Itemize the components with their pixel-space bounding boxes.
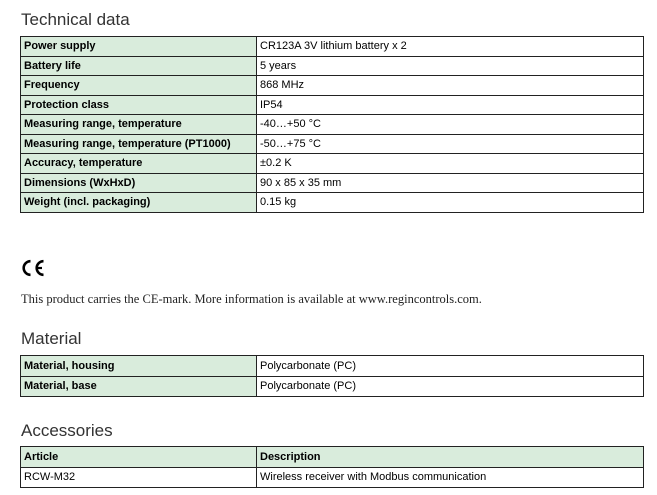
spec-value: IP54 — [257, 95, 644, 115]
spec-value: -40…+50 °C — [257, 115, 644, 135]
table-row — [21, 193, 644, 213]
description-cell: Wireless receiver with Modbus communication — [257, 467, 644, 488]
spec-value: Polycarbonate (PC) — [257, 376, 644, 397]
table-row — [21, 115, 644, 135]
spec-label: Power supply — [21, 37, 257, 57]
ce-mark-icon — [20, 258, 46, 278]
table-row — [21, 95, 644, 115]
spec-value: ±0.2 K — [257, 154, 644, 174]
accessories-table — [20, 446, 644, 488]
table-row — [21, 37, 644, 57]
table-row — [21, 56, 644, 76]
technical-data-table — [20, 36, 644, 213]
spec-label: Accuracy, temperature — [21, 154, 257, 174]
article-cell: RCW-M32 — [21, 467, 257, 488]
material-heading: Material — [21, 329, 82, 348]
spec-value: -50…+75 °C — [257, 134, 644, 154]
spec-value: Polycarbonate (PC) — [257, 356, 644, 377]
spec-label: Frequency — [21, 76, 257, 96]
spec-label: Material, housing — [21, 356, 257, 377]
material-table — [20, 355, 644, 397]
spec-label: Protection class — [21, 95, 257, 115]
spec-value: 0.15 kg — [257, 193, 644, 213]
spec-label: Measuring range, temperature (PT1000) — [21, 134, 257, 154]
accessories-heading: Accessories — [21, 421, 113, 440]
spec-value: CR123A 3V lithium battery x 2 — [257, 37, 644, 57]
table-row — [21, 356, 644, 377]
table-header-row — [21, 447, 644, 468]
ce-statement: This product carries the CE-mark. More information is available at www.regincontrols.com. — [21, 292, 482, 306]
spec-label: Dimensions (WxHxD) — [21, 173, 257, 193]
spec-label: Weight (incl. packaging) — [21, 193, 257, 213]
spec-value: 90 x 85 x 35 mm — [257, 173, 644, 193]
spec-label: Measuring range, temperature — [21, 115, 257, 135]
column-header-description: Description — [257, 447, 644, 468]
table-row — [21, 134, 644, 154]
table-row — [21, 467, 644, 488]
spec-label: Battery life — [21, 56, 257, 76]
table-row — [21, 76, 644, 96]
table-row — [21, 173, 644, 193]
spec-label: Material, base — [21, 376, 257, 397]
column-header-article: Article — [21, 447, 257, 468]
spec-value: 868 MHz — [257, 76, 644, 96]
spec-value: 5 years — [257, 56, 644, 76]
table-row — [21, 154, 644, 174]
technical-data-heading: Technical data — [21, 10, 130, 29]
table-row — [21, 376, 644, 397]
